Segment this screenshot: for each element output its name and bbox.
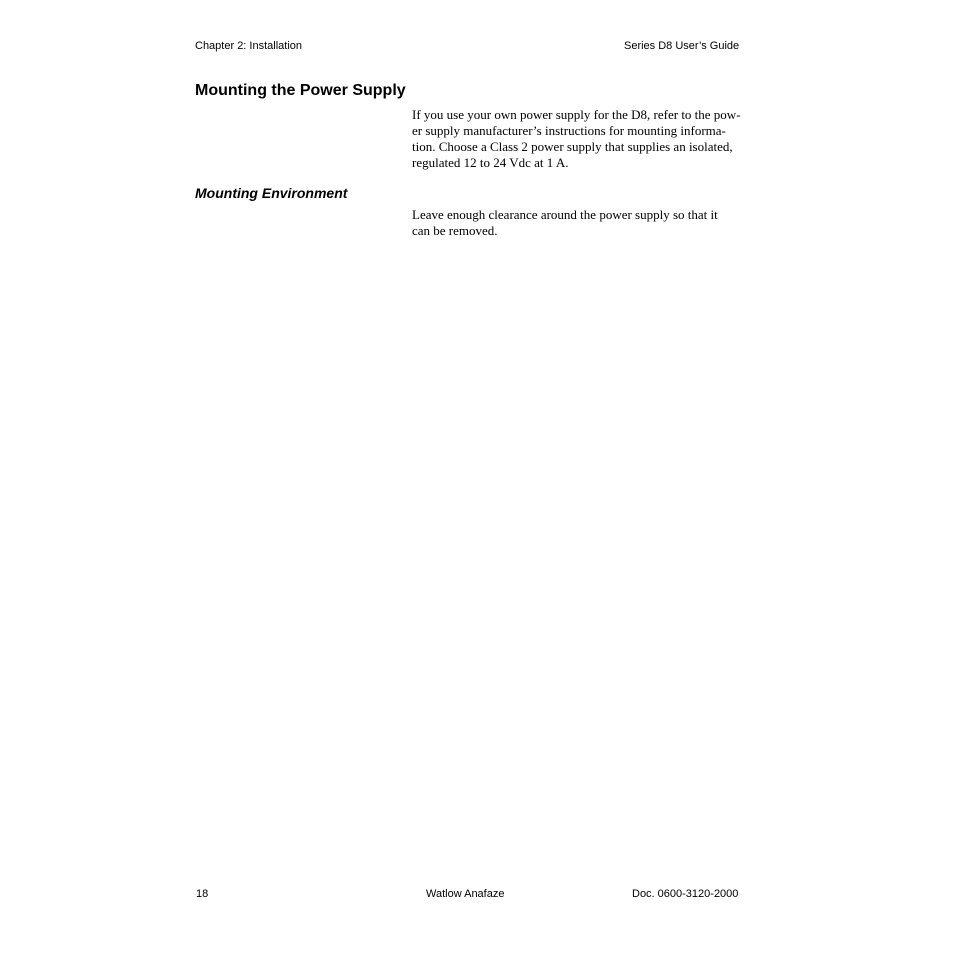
paragraph-line: If you use your own power supply for the D8, refer to the pow- (412, 107, 741, 122)
subsection-heading: Mounting Environment (195, 185, 348, 201)
footer-company: Watlow Anafaze (426, 888, 505, 900)
paragraph-line: can be removed. (412, 223, 498, 238)
section-paragraph (412, 107, 741, 171)
footer-page-number: 18 (196, 888, 209, 900)
header-chapter: Chapter 2: Installation (195, 40, 303, 52)
paragraph-line: regulated 12 to 24 Vdc at 1 A. (412, 155, 569, 170)
footer-doc-number: Doc. 0600-3120-2000 (632, 888, 739, 900)
paragraph-line: Leave enough clearance around the power supply so that it (412, 207, 718, 222)
header-guide-title: Series D8 User’s Guide (624, 40, 740, 52)
paragraph-line: tion. Choose a Class 2 power supply that supplies an isolated, (412, 139, 733, 154)
subsection-paragraph (412, 207, 718, 239)
paragraph-line: er supply manufacturer’s instructions for mounting informa- (412, 123, 726, 138)
section-heading: Mounting the Power Supply (195, 82, 406, 99)
